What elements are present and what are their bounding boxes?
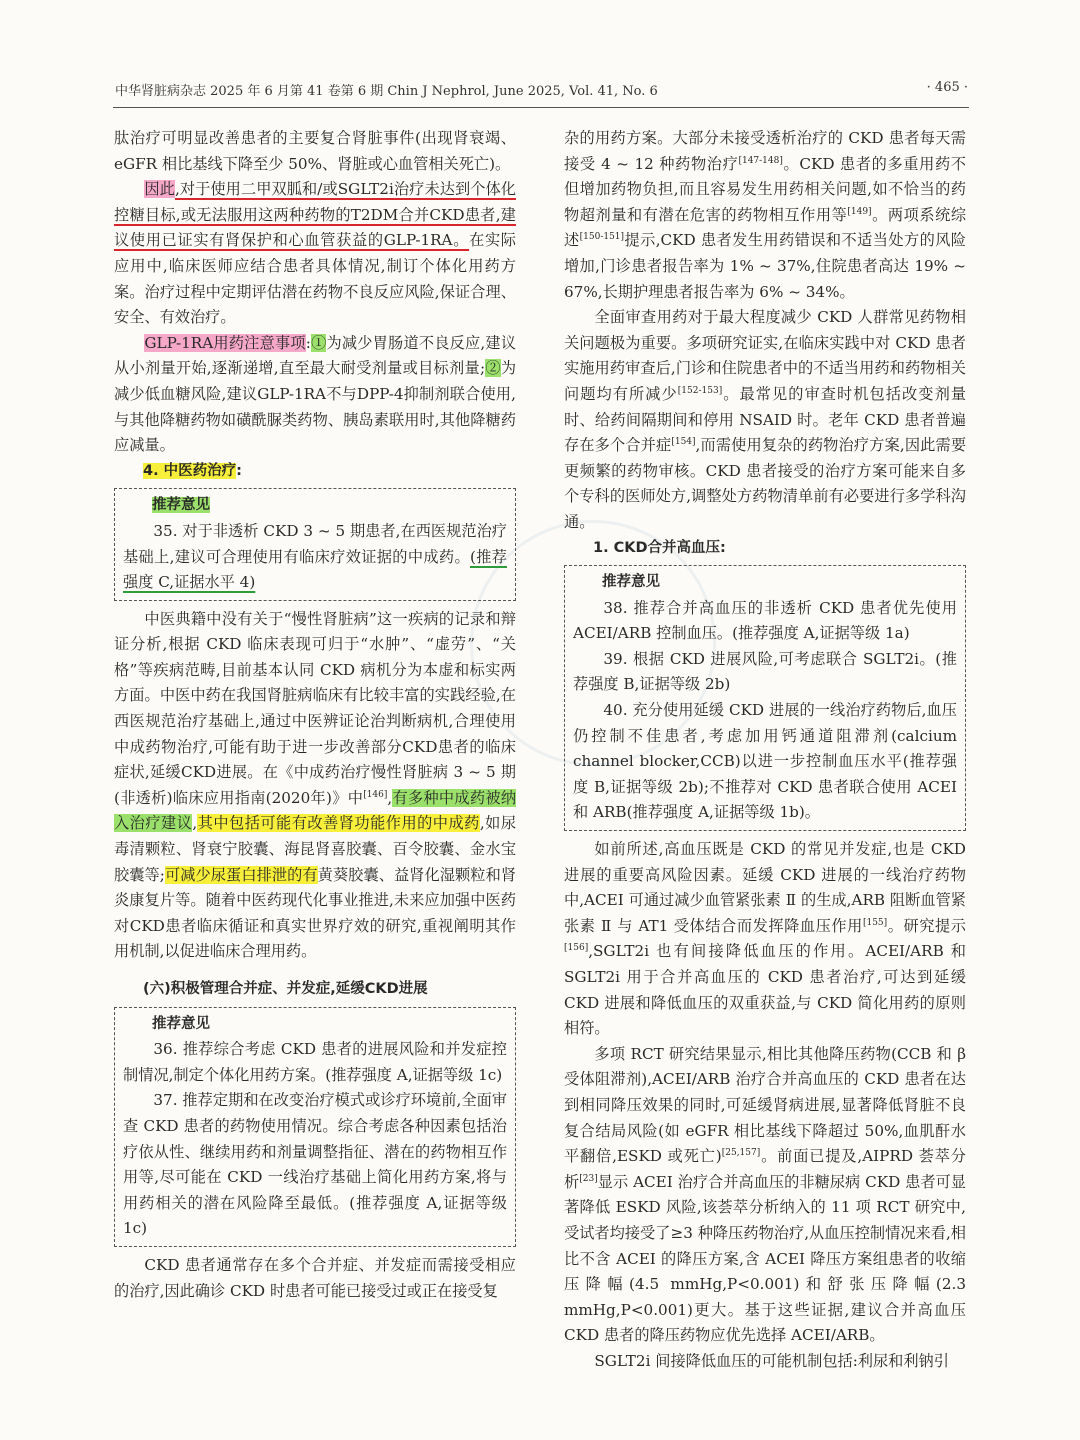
highlight-green: ② [485,359,501,378]
paragraph: 肽治疗可明显改善患者的主要复合肾脏事件(出现肾衰竭、eGFR 相比基线下降至少 50%、肾脏或心血管相关死亡)。 [114,129,516,173]
box-title: 推荐意见 [152,1015,210,1032]
text: ,而需使用复杂的药物治疗方案,因此需要更频繁的药物审核。CKD 患者接受的治疗方案可能来自多个专科的医师处方,调整处方药物清单前有必要进行多学科沟通。 [564,436,966,531]
recommendation-36: 36. 推荐综合考虑 CKD 患者的进展风险和并发症控制情况,制定个体化用药方案。(推荐强度 A,证据等级 1c) [123,1040,507,1084]
reference: [23] [579,1173,598,1184]
highlight-pink: GLP-1RA用药注意事项 [144,333,306,352]
underline-green: (推荐强度 C,证据水平 4) [123,547,507,592]
text: : [236,462,242,479]
recommendation-39: 39. 根据 CKD 进展风险,可考虑联合 SGLT2i。(推荐强度 B,证据等级 2b) [573,649,957,694]
recommendation-box [564,565,966,831]
box-title: 推荐意见 [602,574,660,591]
page-header [115,80,968,102]
text: 多项 RCT 研究结果显示,相比其他降压药物(CCB 和 β 受体阻滞剂),ACEI/ARB 治疗合并高血压的 CKD 患者在达到相同降压效果的同时,可延缓肾病进展,显著降低肾脏不良复合结局风险(如 eGFR 相比基线下降超过 50%,血肌酐水平翻倍,ESKD 或死亡) [564,1044,966,1166]
reference: [154] [671,437,696,448]
page-number: · 465 · [926,80,968,95]
reference: [156] [564,943,589,954]
text: ,SGLT2i 也有间接降低血压的作用。ACEI/ARB 和 SGLT2i 用于合并高血压的 CKD 患者治疗,可达到延缓 CKD 进展和降低血压的双重获益,与 CKD 简化用药的原则相符。 [564,942,966,1038]
highlight-yellow: 其中包括可能有改善肾功能作用的中成药 [197,814,480,833]
highlight-yellow: 4. 中医药治疗 [143,462,237,479]
paragraph [114,331,516,459]
highlight-pink: 因此 [144,180,175,199]
text: 。研究提示 [887,916,966,935]
reference: [146] [363,789,388,800]
reference: [25,157] [721,1148,761,1159]
text: 中医典籍中没有关于“慢性肾脏病”这一疾病的记录和辩证分析,根据 CKD 临床表现可归于“水肿”、“虚劳”、“关格”等疾病范畴,目前基本认同 CKD 病机分为本虚和标实两方面。中医中药在我国肾脏病临床有比较丰富的实践经验,在西医规范治疗基础上,通过中医辨证论治判断病机,合理使用中成药物治疗,可能有助于进一步改善部分CKD患者的临床症状,延缓CKD进展。在《中成药治疗慢性肾脏病 3 ~ 5 期(非透析)临床应用指南(2020年)》中 [114,609,516,807]
text: 杂的用药方案。大部分未接受透析治疗的 CKD 患者每天需接受 4 ~ 12 种药物治疗 [564,129,966,173]
text: 。最常见的审查时机包括改变剂量时、给药间隔期间和停用 NSAID 时。老年 CKD 患者普遍存在多个合并症 [564,384,966,455]
section-heading: 1. CKD合并高血压: [593,539,726,556]
text: 。前面已提及,AIPRD 荟萃分析 [564,1147,966,1191]
paragraph [564,126,966,305]
left-column [114,126,516,1304]
paragraph: SGLT2i 间接降低血压的可能机制包括:利尿和利钠引 [594,1351,949,1370]
text: 全面审查用药对于最大程度减少 CKD 人群常见药物相关问题极为重要。多项研究证实,在临床实践中对 CKD 患者实施用药审查后,门诊和住院患者中的不适当用药和药物相关问题均有所减少 [564,308,966,403]
text: 显示 ACEI 治疗合并高血压的非糖尿病 CKD 患者可显著降低 ESKD 风险,该荟萃分析纳入的 11 项 RCT 研究中,受试者均接受了≥3 种降压药物治疗,从血压控制情况来看,相比不含 ACEI 的降压方案,含 ACEI 降压方案组患者的收缩压降幅(4.5 mmHg,P<0.001)和舒张压降幅(2.3 mmHg,P<0.001)更大。基于这些证据,建议合并高血压 CKD 患者的降压药物应优先选择 ACEI/ARB。 [564,1172,966,1345]
right-column [564,126,966,1375]
recommendation-box [114,1007,516,1247]
recommendation-38: 38. 推荐合并高血压的非透析 CKD 患者优先使用 ACEI/ARB 控制血压。(推荐强度 A,证据等级 1a) [573,598,957,643]
text: 黄葵胶囊、益肾化湿颗粒和肾炎康复片等。随着中医药现代化事业推进,未来应加强中医药对CKD患者临床循证和真实世界疗效的研究,重视阐明其作用机制,以促进临床合理用药。 [114,865,516,961]
recommendation-box [114,488,516,600]
text: 提示,CKD 患者发生用药错误和不适当处方的风险增加,门诊患者报告率为 1% ~ 37%,住院患者高达 19% ~ 67%,长期护理患者报告率为 6% ~ 34%。 [564,231,966,301]
highlight-green: ① [310,333,327,352]
text: , [387,788,393,807]
journal-citation: 中华肾脏病杂志 2025 年 6 月第 41 卷第 6 期 Chin J Nephrol, June 2025, Vol. 41, No. 6 [115,84,658,99]
text: 为减少低血糖风险,建议GLP-1RA不与DPP-4抑制剂联合使用,与其他降糖药物如磺酰脲类药物、胰岛素联用时,其他降糖药应减量。 [114,359,516,455]
paragraph [564,1042,966,1349]
reference: [147-148] [738,155,783,166]
paragraph [564,305,966,535]
text: 为减少胃肠道不良反应,建议从小剂量开始,逐渐递增,直至最大耐受剂量或目标剂量; [114,333,516,378]
paragraph [114,177,516,331]
highlight-yellow: 可减少尿蛋白排泄的有 [164,865,318,884]
text: : [305,333,311,352]
text: 。两项系统综述 [564,205,966,250]
highlight-green: 有多种中成药被纳入治疗建议 [114,788,516,833]
paragraph [564,837,966,1042]
box-title [123,493,507,519]
reference: [149] [847,206,872,217]
text: 35. 对于非透析 CKD 3 ~ 5 期患者,在西医规范治疗基础上,建议可合理使用有临床疗效证据的中成药。 [123,521,507,566]
reference: [155] [862,917,888,928]
text: ,如尿毒清颗粒、肾衰宁胶囊、海昆肾喜胶囊、百令胶囊、金水宝胶囊等; [114,814,516,884]
reference: [150-151] [579,232,625,243]
reference: [152-153] [677,385,723,396]
highlight-green: 推荐意见 [152,497,210,514]
paragraph [114,607,516,965]
recommendation-35 [123,519,507,596]
recommendation-40: 40. 充分使用延缓 CKD 进展的一线治疗药物后,血压仍控制不佳患者,考虑加用钙通道阻滞剂(calcium channel blocker,CCB)以进一步控制血压水平(推荐强度 B,证据等级 2b);不推荐对 CKD 患者联合使用 ACEI 和 ARB(推荐强度 A,证据等级 1b)。 [573,701,957,822]
text: 在实际应用中,临床医师应结合患者具体情况,制订个体化用药方案。治疗过程中定期评估潜在药物不良反应风险,保证合理、安全、有效治疗。 [114,231,516,327]
header-rule [113,107,969,108]
text: 如前所述,高血压既是 CKD 的常见并发症,也是 CKD 进展的重要高风险因素。延缓 CKD 进展的一线治疗药物中,ACEI 可通过减少血管紧张素 Ⅱ 的生成,ARB 阻断血管紧张素 Ⅱ 与 AT1 受体结合而发挥降血压作用 [564,840,966,935]
paragraph: CKD 患者通常存在多个合并症、并发症而需接受相应的治疗,因此确诊 CKD 时患者可能已接受过或正在接受复 [114,1255,516,1300]
recommendation-37: 37. 推荐定期和在改变治疗模式或诊疗环境前,全面审查 CKD 患者的药物使用情况。综合考虑各种因素包括治疗依从性、继续用药和剂量调整指征、潜在的药物相互作用等,尽可能在 CKD 一线治疗基础上简化用药方案,将与用药相关的潜在风险降至最低。(推荐强度 A,证据等级 1c) [123,1091,507,1238]
text: 。CKD 患者的多重用药不但增加药物负担,而且容易发生用药相关问题,如不恰当的药物超剂量和有潜在危害的药物相互作用等 [564,154,966,224]
underline-red: ,对于使用二甲双胍和/或SGLT2i治疗未达到个体化控糖目标,或无法服用这两种药物的T2DM合并CKD患者,建议使用已证实有肾保护和心血管获益的GLP-1RA。 [114,180,516,250]
section-heading: (六)积极管理合并症、并发症,延缓CKD进展 [143,981,428,997]
text: , [192,814,198,833]
section-heading [114,459,516,485]
